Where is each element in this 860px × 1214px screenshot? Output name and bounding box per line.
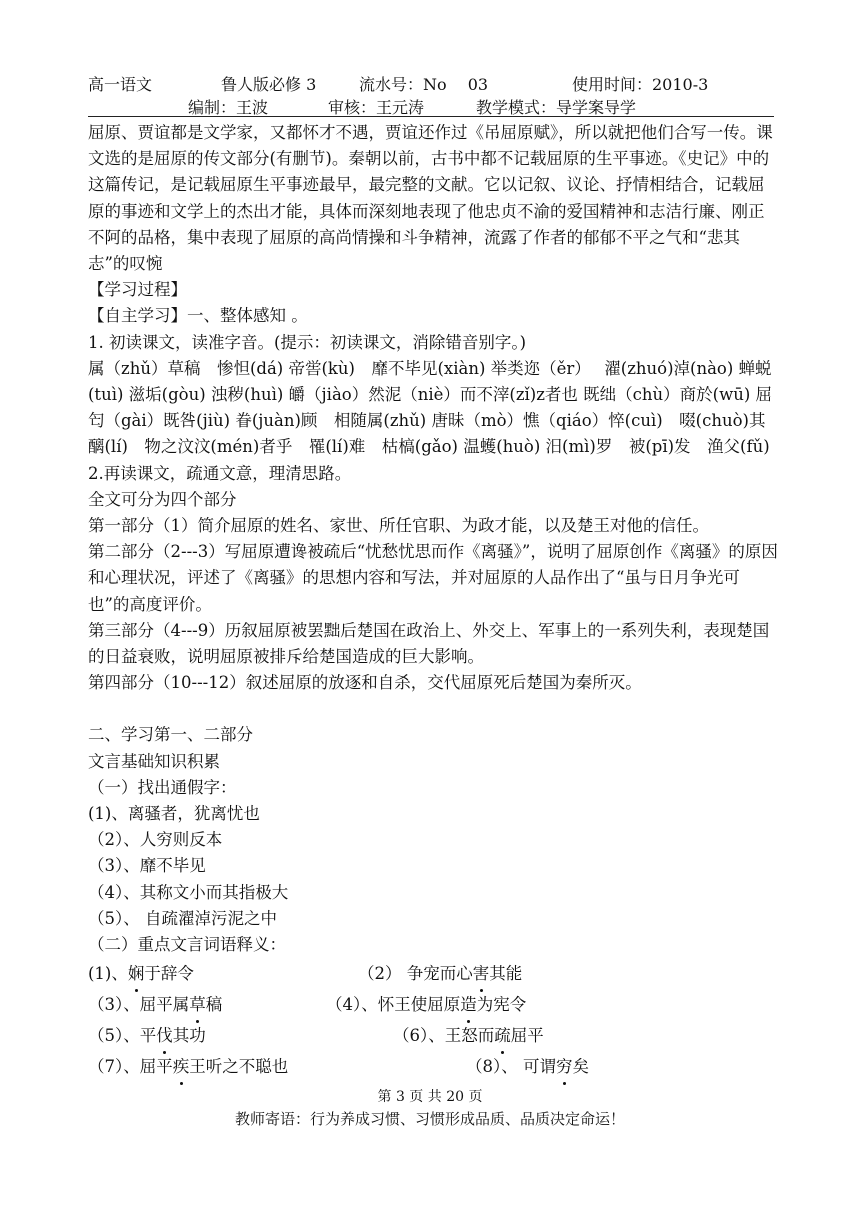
word-item: （6）、王怒而疏屈平 — [393, 1020, 544, 1051]
process-heading: 【学习过程】 — [88, 280, 187, 300]
header-time: 使用时间：2010-3 — [572, 75, 709, 94]
teacher-motto: 教师寄语：行为养成习惯、习惯形成品质、品质决定命运！ — [234, 1110, 625, 1128]
word-row — [88, 1020, 778, 1051]
word-row — [88, 989, 778, 1020]
tongjia-item: (1)、离骚者，犹离忧也 — [88, 804, 260, 824]
tongjia-item: （4）、其称文小而其指极大 — [88, 882, 289, 902]
word-item: (1)、娴于辞令 — [88, 958, 194, 989]
tongjia-item: （2）、人穷则反本 — [88, 830, 223, 850]
part-1: 第一部分（1）简介屈原的姓名、家世、所任官职、为政才能，以及楚王对他的信任。 — [88, 516, 709, 536]
header-rule — [88, 116, 774, 117]
word-item: （3）、屈平属草稿 — [88, 989, 222, 1020]
word-item: （5）、平伐其功 — [88, 1020, 206, 1051]
word-item: （7）、屈平疾王听之不聪也 — [88, 1051, 288, 1082]
word-row — [88, 1051, 778, 1082]
word-item: （8）、 可谓穷矣 — [466, 1051, 589, 1082]
parts-intro: 全文可分为四个部分 — [88, 489, 237, 509]
step-1: 1. 初读课文，读准字音。(提示：初读课文，消除错音别字。) — [88, 332, 527, 352]
basics-heading: 文言基础知识积累 — [88, 751, 220, 771]
pinyin-list: 属（zhǔ）草稿 惨怛(dá) 帝喾(kù) 靡不毕见(xiàn) 举类迩（ěr） 濯(zhuó)淖(nào) 蝉蜕(tuì) 滋垢(gòu) 浊秽(huì) 皭（jiào）然泥（niè）而不滓(zǐ)z者也 既绌（chù）商於(wū) 屈匄（gài）既咎(jiù) 眷(juàn)顾 相随属(zhǔ) 唐昧（mò）憔（qiáo）悴(cuì) 啜(chuò)其醨(lí) 物之汶汶(mén)者乎 罹(lí)难 枯槁(gǎo) 温蠖(huò) 汨(mì)罗 被(pī)发 渔父(fǔ) — [88, 358, 773, 457]
header-mode: 教学模式：导学案导学 — [476, 98, 637, 117]
page-number: 第 3 页 共 20 页 — [377, 1089, 483, 1105]
header-reviewer: 审核：王元涛 — [328, 98, 425, 117]
part-2: 第二部分（2---3）写屈原遭谗被疏后“忧愁忧思而作《离骚》”，说明了屈原创作《离骚》的原因和心理状况，评述了《离骚》的思想内容和写法，并对屈原的人品作出了“虽与日月争光可也”的高度评价。 — [88, 542, 778, 614]
tongjia-heading: （一）找出通假字： — [88, 777, 237, 797]
tongjia-item: （5）、 自疏濯淖污泥之中 — [88, 908, 277, 928]
word-item: （4）、怀王使屈原造为宪令 — [326, 989, 526, 1020]
header-textbook: 鲁人版必修 3 — [221, 75, 317, 94]
intro-paragraph: 屈原、贾谊都是文学家，又都怀才不遇，贾谊还作过《吊屈原赋》，所以就把他们合写一传。课文选的是屈原的传文部分(有删节)。秦朝以前，古书中都不记载屈原的生平事迹。《史记》中的这篇传记，是记载屈原生平事迹最早，最完整的文献。它以记叙、议论、抒情相结合，记载屈原的事迹和文学上的杰出才能，具体而深刻地表现了他忠贞不渝的爱国精神和志洁行廉、刚正不阿的品格，集中表现了屈原的高尚情操和斗争精神，流露了作者的郁郁不平之气和“悲其志”的叹惋 — [88, 123, 773, 274]
part-3: 第三部分（4---9）历叙屈原被罢黜后楚国在政治上、外交上、军事上的一系列失利，表现楚国的日益衰败，说明屈原被排斥给楚国造成的巨大影响。 — [88, 620, 770, 667]
words-heading: （二）重点文言词语释义： — [88, 935, 286, 955]
header-subject: 高一语文 — [88, 75, 153, 94]
document-body — [88, 120, 778, 1082]
part-4: 第四部分（10---12）叙述屈原的放逐和自杀，交代屈原死后楚国为秦所灭。 — [88, 673, 642, 693]
blank-line — [88, 696, 778, 722]
section-2-heading: 二、学习第一、二部分 — [88, 725, 253, 745]
header-editor: 编制：王波 — [188, 98, 269, 117]
self-study-heading: 【自主学习】一、整体感知 。 — [88, 306, 308, 326]
word-item: （2） 争宠而心害其能 — [358, 958, 522, 989]
header-serial: 流水号：No 03 — [359, 75, 489, 94]
word-row — [88, 958, 778, 989]
tongjia-item: （3）、靡不毕见 — [88, 856, 206, 876]
step-2: 2.再读课文，疏通文意，理清思路。 — [88, 463, 352, 483]
